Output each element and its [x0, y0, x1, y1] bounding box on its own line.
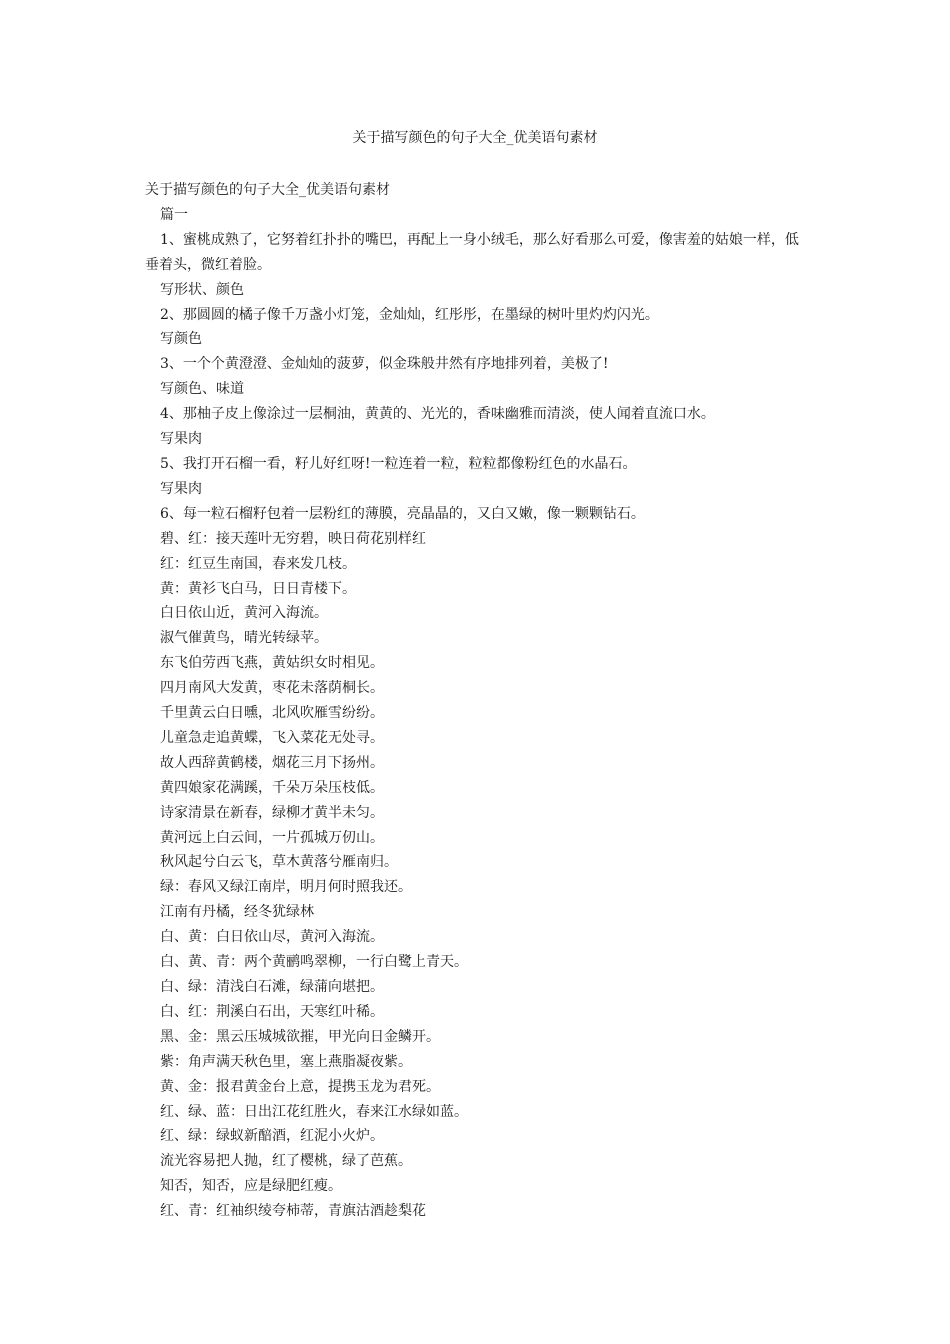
subheading: 写颜色: [160, 331, 202, 348]
page-title: 关于描写颜色的句子大全_优美语句素材: [352, 130, 598, 146]
paragraph: 4、那柚子皮上像涂过一层桐油，黄黄的、光光的，香味幽雅而清淡，使人闻着直流口水。: [160, 406, 715, 423]
document-body: [145, 178, 810, 1224]
poem-line: 儿童急走追黄蝶，飞入菜花无处寻。: [160, 729, 384, 746]
paragraph: 6、每一粒石榴籽包着一层粉红的薄膜，亮晶晶的，又白又嫩，像一颗颗钻石。: [160, 505, 645, 522]
poem-line: 白、红：荆溪白石出，天寒红叶稀。: [160, 1003, 384, 1020]
poem-line: 紫：角声满天秋色里，塞上燕脂凝夜紫。: [160, 1053, 412, 1070]
subheading: 写果肉: [160, 480, 202, 497]
poem-line: 千里黄云白日曛，北风吹雁雪纷纷。: [160, 705, 384, 722]
subheading: 写颜色、味道: [160, 381, 244, 398]
poem-line: 淑气催黄鸟，晴光转绿苹。: [160, 630, 328, 647]
poem-line: 黑、金：黑云压城城欲摧，甲光向日金鳞开。: [160, 1028, 440, 1045]
poem-line: 流光容易把人抛，红了樱桃，绿了芭蕉。: [160, 1153, 412, 1170]
document-heading: 关于描写颜色的句子大全_优美语句素材: [145, 182, 390, 198]
poem-line: 红、青：红袖织绫夸柿蒂，青旗沽酒趁梨花: [160, 1203, 426, 1220]
poem-line: 知否，知否，应是绿肥红瘦。: [160, 1178, 342, 1195]
poem-line: 诗家清景在新春，绿柳才黄半未匀。: [160, 804, 384, 821]
poem-line: 江南有丹橘，经冬犹绿林: [160, 904, 314, 921]
poem-line: 黄河远上白云间，一片孤城万仞山。: [160, 829, 384, 846]
poem-line: 白日依山近，黄河入海流。: [160, 605, 328, 622]
section-label: 篇一: [160, 206, 188, 223]
poem-line: 白、绿：清浅白石滩，绿蒲向堪把。: [160, 979, 384, 995]
poem-line: 故人西辞黄鹤楼，烟花三月下扬州。: [160, 754, 384, 771]
poem-line: 红、绿、蓝：日出江花红胜火，春来江水绿如蓝。: [160, 1103, 468, 1120]
poem-line: 白、黄、青：两个黄鹂鸣翠柳，一行白鹭上青天。: [160, 954, 468, 971]
poem-line: 秋风起兮白云飞，草木黄落兮雁南归。: [160, 854, 398, 871]
poem-line: 碧、红：接天莲叶无穷碧，映日荷花别样红: [160, 530, 426, 547]
poem-line: 红、绿：绿蚁新醅酒，红泥小火炉。: [160, 1128, 384, 1145]
subheading: 写果肉: [160, 431, 202, 448]
poem-line: 红：红豆生南国，春来发几枝。: [160, 555, 356, 572]
poem-line: 东飞伯劳西飞燕，黄姑织女时相见。: [160, 655, 384, 672]
subheading: 写形状、颜色: [160, 281, 244, 298]
paragraph: 1、蜜桃成熟了，它努着红扑扑的嘴巴，再配上一身小绒毛，那么好看那么可爱，像害羞的姑娘一样，低垂着头，微红着脸。: [145, 231, 799, 273]
poem-line: 白、黄：白日依山尽，黄河入海流。: [160, 929, 384, 946]
poem-line: 黄四娘家花满蹊，千朵万朵压枝低。: [160, 779, 384, 796]
poem-line: 黄：黄衫飞白马，日日青楼下。: [160, 580, 356, 597]
paragraph: 5、我打开石榴一看，籽儿好红呀!一粒连着一粒，粒粒都像粉红色的水晶石。: [160, 455, 637, 472]
poem-line: 黄、金：报君黄金台上意，提携玉龙为君死。: [160, 1078, 440, 1095]
poem-line: 四月南风大发黄，枣花未落荫桐长。: [160, 680, 384, 697]
paragraph: 3、一个个黄澄澄、金灿灿的菠萝，似金珠般井然有序地排列着，美极了!: [160, 356, 609, 373]
paragraph: 2、那圆圆的橘子像千万盏小灯笼，金灿灿，红彤彤，在墨绿的树叶里灼灼闪光。: [160, 306, 659, 323]
poem-line: 绿：春风又绿江南岸，明月何时照我还。: [160, 879, 412, 896]
